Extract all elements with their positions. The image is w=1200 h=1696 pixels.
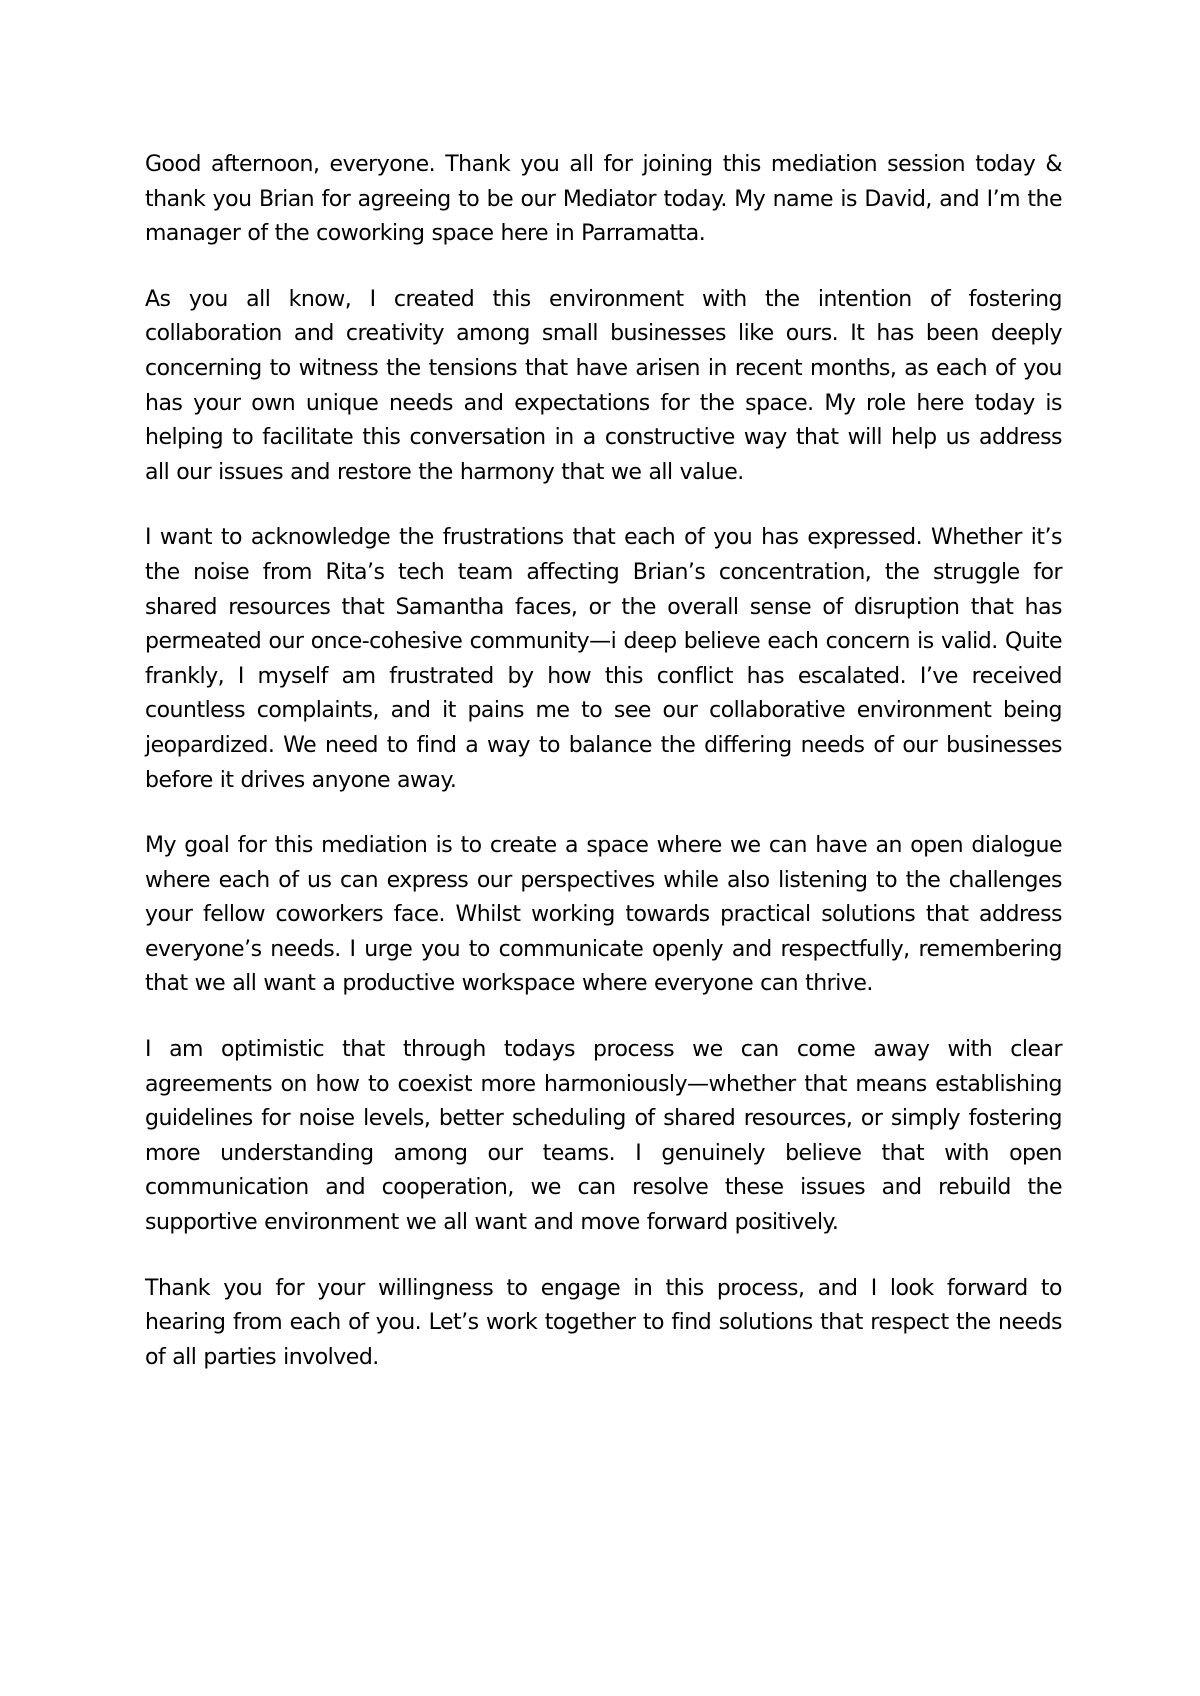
document-body — [145, 148, 1062, 1406]
paragraph-optimism: I am optimistic that through todays process we can come away with clear agreements on how to coexist more harmoniously—whether that means establishing guidelines for noise levels, better scheduling of shared resources, or simply fostering more understanding among our teams. I genuinely believe that with open communication and cooperation, we can resolve these issues and rebuild the supportive environment we all want and move forward positively. — [145, 1037, 1062, 1236]
paragraph-frustrations: I want to acknowledge the frustrations that each of you has expressed. Whether it’s the noise from Rita’s tech team affecting Brian’s concentration, the struggle for shared resources that Samantha faces, or the overall sense of disruption that has permeated our once-cohesive community—i deep believe each concern is valid. Quite frankly, I myself am frustrated by how this conflict has escalated. I’ve received countless complaints, and it pains me to see our collaborative environment being jeopardized. We need to find a way to balance the differing needs of our businesses before it drives anyone away. — [145, 525, 1062, 793]
paragraph-greeting: Good afternoon, everyone. Thank you all for joining this mediation session today & thank you Brian for agreeing to be our Mediator today. My name is David, and I’m the manager of the coworking space here in Parramatta. — [145, 152, 1062, 247]
paragraph-closing: Thank you for your willingness to engage in this process, and I look forward to hearing from each of you. Let’s work together to find solutions that respect the needs of all parties involved. — [145, 1275, 1062, 1370]
paragraph-goal: My goal for this mediation is to create a space where we can have an open dialogue where each of us can express our perspectives while also listening to the challenges your fellow coworkers face. Whilst working towards practical solutions that address everyone’s needs. I urge you to communicate openly and respectfully, remembering that we all want a productive workspace where everyone can thrive. — [145, 833, 1062, 997]
paragraph-background: As you all know, I created this environment with the intention of fostering collaboration and creativity among small businesses like ours. It has been deeply concerning to witness the tensions that have arisen in recent months, as each of you has your own unique needs and expectations for the space. My role here today is helping to facilitate this conversation in a constructive way that will help us address all our issues and restore the harmony that we all value. — [145, 286, 1062, 485]
